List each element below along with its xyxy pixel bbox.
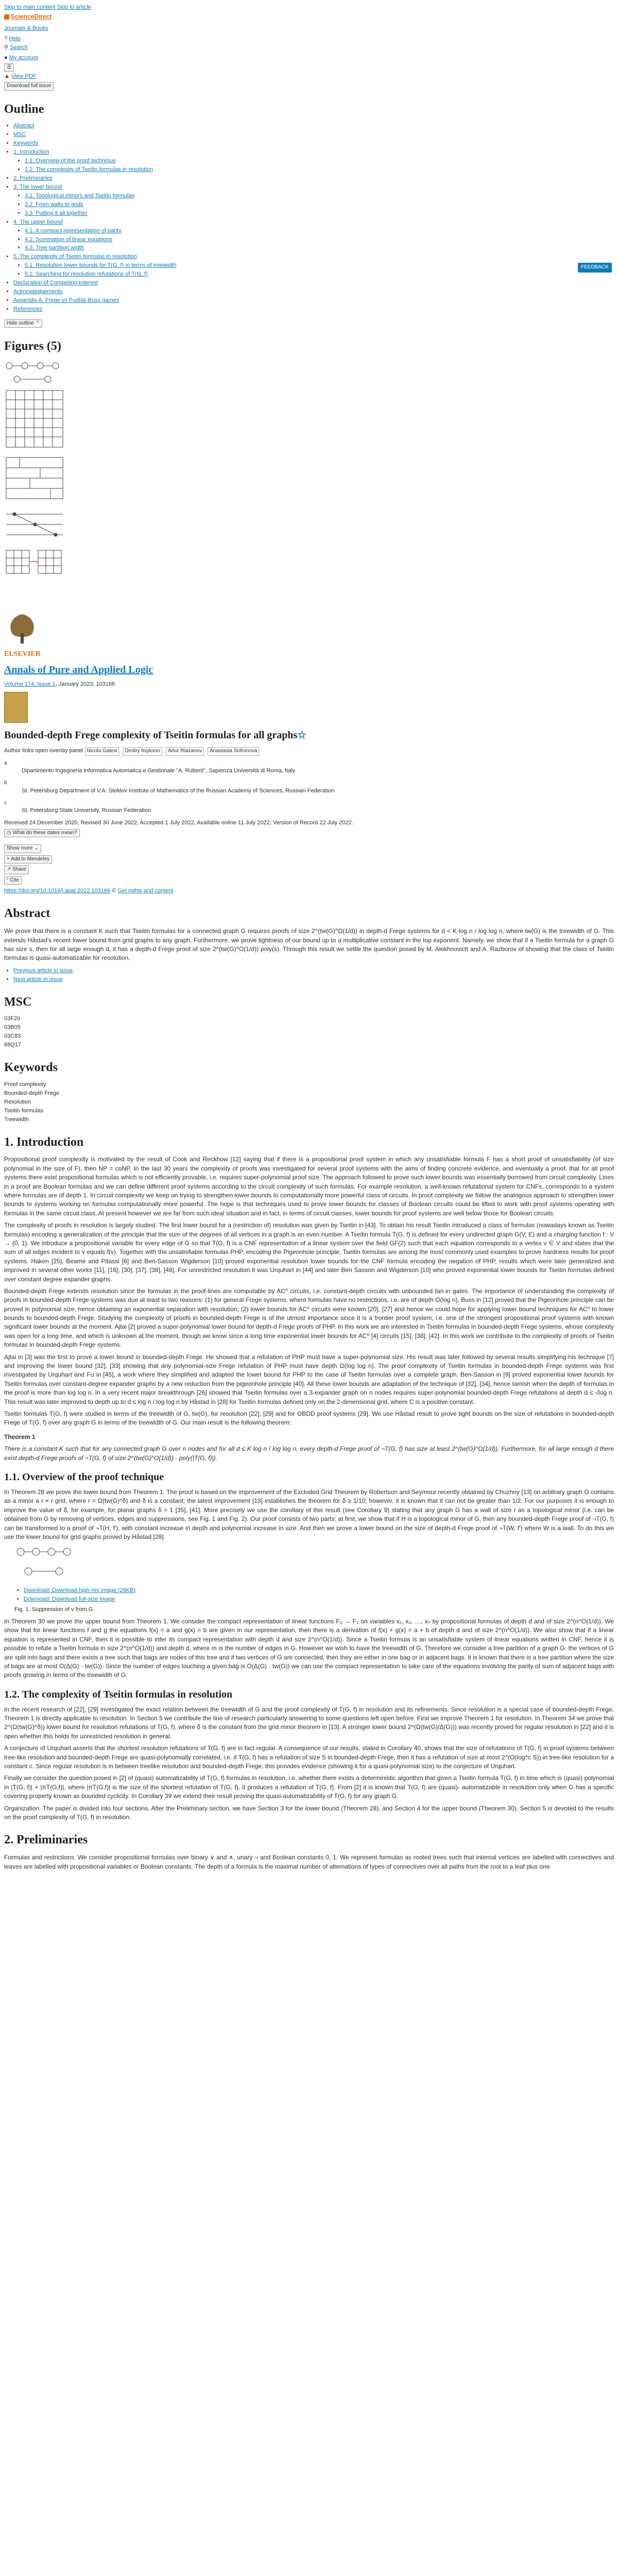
outline-item — [25, 244, 614, 252]
outline-link[interactable]: 4. The upper bound — [13, 218, 63, 225]
keyword: Bounded-depth Frege — [4, 1090, 60, 1096]
chevron-down-icon: ⌄ — [34, 845, 39, 852]
star-icon[interactable]: ☆ — [297, 730, 307, 741]
download-fullsize-link[interactable]: Download: Download full-size image — [24, 1596, 115, 1603]
outline-link[interactable]: 5.1. Resolution lower bounds for T(G, f) in terms of treewidth — [25, 262, 177, 269]
resolution-paragraph-2: A conjecture of Urquhart asserts that the shortest resolution refutations of T(G, f) are in fact regular. A consequence of our results, stated in Corollary 40, shows that the size of refutations of T(G, f) in proof systems between tree-like resolution and bounded-depth Frege are quasi-polynomially correlated, i.e. if T(G, f) has a refutation of size S in bounded-depth Frege, then it has a refutation of size at most 2^(O(log^c S)) in tree-like resolution for a constant c. Since regular resolution is in between treelike resolution and bounded-depth Frege, this provides evidence (showing it for a quasi-polynomial size) to the conjecture of Urquhart. — [4, 1744, 614, 1770]
article-title: Bounded-depth Frege complexity of Tseitin formulas for all graphs — [4, 730, 298, 741]
intro-paragraph-2: The complexity of proofs in resolution is largely studied. The first lower bound for a (restriction of) resolution was given by Tseitin in [43]. To obtain his result Tseitin introduced a class of formulas (nowadays known as Tseitin formulas) encoding a generalization of the principle that the sum of the degrees of all vertices in a graph is an even number. A Tseitin formula T(G, f) is defined for every undirected graph G(V, E) and a charging function f : V → {0, 1}. We introduce a propositional variable for every edge of G so that T(G, f) is a CNF representation of a linear system over the field GF(2) such that each equation corresponds to a vertex v ∈ V and states that the sum of all edges incident to v equals f(v). Together with the unsatisfiable formulas PHP, encoding the Pigeonhole principle, Tseitin formulas are among the most commonly used examples to prove hardness results for proof systems. Haken [25], Beame and Pitassi [6] and Ben-Sasson Wigderson [10] proved exponential resolution lower bounds for the CNF formula encoding the negation of PHP, results which were later generalized and improved in several other works [11], [16], [30], [37], [38], [48]. For unrestricted resolution it was Urquhart in [44] and later Ben Sasson and Wigderson [10] who proved exponential lower bounds for Tseitin formulas defined over constant degree expander graphs. — [4, 1222, 614, 1283]
outline-item — [13, 288, 614, 296]
author-list — [4, 747, 614, 756]
outline-item — [25, 157, 614, 165]
organization-paragraph: Organization. The paper is divided into four sections. After the Preliminary section, we have Section 3 for the lower bound (Theorem 28), and Section 4 for the upper bound (Theorem 30). Section 5 is devoted to the results on the proof complexity of T(G, f) in resolution. — [4, 1804, 614, 1821]
abstract-heading: Abstract — [4, 907, 50, 921]
outline-link[interactable]: 4.2. Summation of linear equations — [25, 236, 112, 243]
outline-list — [4, 122, 614, 314]
figure-2-thumbnail — [6, 391, 63, 447]
elsevier-tree-icon — [4, 610, 40, 646]
skip-article-link[interactable]: Skip to article — [57, 4, 91, 10]
affiliation-c — [4, 800, 614, 815]
figures-heading: Figures (5) — [4, 340, 61, 353]
theorem-1-text: There is a constant K such that for any connected graph G over n nodes and for all d ≤ K·log n / log log n, every depth-d Frege proof of ¬T(G, f) has size at least 2^(tw(G)^Ω(1/d)). Furthermore, for all large enough d there exist depth-d Frege proofs of ¬T(G, f) of size 2^(tw(G)^O(1/d)) · poly(|T(G, f)|). — [4, 1445, 614, 1462]
help-link[interactable]: Help — [9, 35, 21, 42]
affiliation-text: Dipartimento Ingegneria Informatica Automatica e Gestionale "A. Ruberti", Sapienza Università di Roma, Italy — [22, 768, 296, 774]
theorem-1-label: Theorem 1 — [4, 1433, 36, 1440]
keyword: Proof complexity — [4, 1081, 46, 1088]
upper-bound-paragraph: In Theorem 30 we prove the upper bound from Theorem 1. We consider the compact representation of linear functions F₀ → F₂ on variables x₁, x₂, …, xₙ by propositional formulas of depth d and of size 2^(n^O(1/d)). We show that for linear functions f and g the equations f(x) = a and g(x) = b are given in our representation, then there is a derivation of f(x) + g(x) = a + b of depth d and of size 2^(n^O(1/d)). We also show that if a linear equation is represented in CNF, then it is possible to infer its compact representation with depth d and size 2^(n^O(1/d)). Since a Tseitin formula is an unsatisfiable system of linear equations written in CNF, hence it is possible to refute a Tseitin formula in size 2^(n^O(1/d)) and depth d, where m is the number of edges in G. However we wish to have the treewidth of G. Therefore we consider a tree partition of a graph G: the vertices of G are split into bags and there exists a tree such that bags are nodes of this tree and if two vertices of G are connected, then they are either in one bag or in adjacent bags. It is known that there is a tree partition where the size of bags are at most O(Δ(G) · tw(G)). Since the number of edges touching a given bag is O(Δ(G) · tw(G)) we can use the compact representation to take care of the equations involving the parity of sum of adjacent bags with proofs growing in terms of the treewidth of G. — [4, 1617, 614, 1679]
overview-heading: 1.1. Overview of the proof technique — [4, 1471, 164, 1483]
outline-link[interactable]: 4.1. A compact representation of parity — [25, 227, 122, 234]
elsevier-logo[interactable] — [4, 610, 45, 659]
outline-item — [25, 270, 614, 279]
next-article-link[interactable]: Next article in issue — [13, 976, 63, 982]
msc-list — [4, 1015, 614, 1049]
outline-item — [13, 140, 614, 148]
outline-item — [13, 297, 614, 305]
msc-code: 68Q17 — [4, 1042, 22, 1048]
add-mendeley-label: Add to Mendeley — [11, 856, 50, 862]
download-highres-link[interactable]: Download: Download high-res image (28KB) — [24, 1587, 136, 1594]
msc-code: 03F20 — [4, 1015, 21, 1022]
author-itsykson[interactable]: Dmitry Itsykson — [123, 747, 162, 756]
outline-item — [13, 122, 614, 130]
brand-link[interactable]: ScienceDirect — [11, 12, 52, 20]
quote-icon: “ — [7, 877, 9, 883]
affiliation-text: St. Petersburg State University, Russian Federation — [22, 807, 151, 814]
preliminaries-heading: 2. Preliminaries — [4, 1833, 88, 1847]
abstract-text: We prove that there is a constant K such that Tseitin formulas for a connected graph G requires proofs of size 2^(tw(G)^Ω(1/d)) in depth-d Frege systems for d < K·log n / log log n, where tw(G) is the treewidth of G. This extends Håstad's recent lower bound from grid graphs to any graph. Furthermore, we prove tightness of our bound up to a multiplicative constant in the top exponent. Namely, we show that if a Tseitin formula for a graph G has size s, then for all large enough d, it has a depth-d Frege proof of size 2^(tw(G)^O(1/d)) poly(s). Through this result we settle the question posed by M. Alekhnovich and A. Razborov of showing that the class of Tseitin formulas is quasi-automatizable for resolution. — [4, 927, 614, 962]
cite-button[interactable] — [4, 876, 22, 885]
outline-item — [25, 210, 614, 218]
outline-item — [25, 227, 614, 235]
view-pdf-link[interactable]: View PDF — [11, 73, 37, 80]
download-full-issue-button[interactable]: Download full issue — [4, 82, 54, 91]
author-riazanov[interactable]: Artur Riazanov — [166, 747, 204, 756]
plus-icon: + — [7, 856, 10, 862]
outline-item — [25, 262, 614, 270]
outline-item — [13, 279, 614, 287]
journal-cover-image[interactable] — [4, 692, 28, 723]
hide-outline-button[interactable] — [4, 319, 42, 328]
figures-strip — [4, 360, 76, 605]
volume-link[interactable]: Volume 174, Issue 1 — [4, 681, 56, 688]
affiliation-mark: a — [4, 760, 7, 766]
previous-article-link[interactable]: Previous article in issue — [13, 967, 73, 974]
preliminaries-paragraph: Formulas and restrictions. We consider propositional formulas over binary ∨ and ∧, unary ¬ and Boolean constants 0, 1. We represent formulas as rooted trees such that internal vertices are labelled with connectives and leaves are labelled with propositional variables or Boolean constants. The depth of a formula is the maximal number of alternations of types of connectives over all paths from the root to a leaf plus one. — [4, 1854, 614, 1870]
msc-code: 03C83 — [4, 1033, 21, 1040]
intro-paragraph-1: Propositional proof complexity is motivated by the result of Cook and Reckhow [12] saying that if there is a propositional proof system in which any unsatisfiable formula F has a short proof of unsatisfiability (of size polynomial in the size of F), then NP = coNP. In the last 30 years the complexity of proofs was investigated for several proof systems with the aims of finding concrete evidence, and eventually a proof, that for all proof systems there exist propositional formulas which is not efficiently provable, i.e. requires super-polynomial proof size. The approach followed to prove such lower bounds was essentially borrowed from circuit complexity. Lines in a proof are Boolean formulas and we can define different proof systems according to the circuit complexity of such formulas. For example resolution, a well-known refutational system for CNFs, corresponds to a system where formulas are of depth 1. In circuit complexity we keep on trying to strengthen lower bounds to computationally more powerful class of circuits. In proof complexity we follow the analogous approach to strengthen lower bounds to systems working on formulas computationally more powerful. The hope is that techniques used to prove lower bounds for classes of Boolean circuits could be lifted to work with proof systems operating with formulas in the same circuit class. At present however we are far from such ideal situation and in fact, in terms of circuit classes, lower bounds for proof systems are well below those for Boolean circuits. — [4, 1156, 614, 1217]
affiliation-b — [4, 779, 614, 795]
hide-outline-label: Hide outline — [7, 320, 34, 326]
share-button[interactable] — [4, 866, 29, 874]
figure-1 — [14, 1546, 614, 1614]
introduction-heading: 1. Introduction — [4, 1135, 84, 1149]
outline-item — [13, 183, 614, 218]
outline-link[interactable]: Declaration of Competing Interest — [13, 280, 98, 286]
clock-icon: ◷ — [7, 829, 11, 836]
show-more-label: Show more — [7, 845, 33, 852]
affiliation-a — [4, 760, 614, 775]
article-dates: Received 24 December 2020, Revised 30 June 2022, Accepted 1 July 2022, Available online 11 July 2022, Version of Record 22 July 2022. — [4, 820, 353, 826]
my-account-link[interactable]: My account — [9, 54, 38, 61]
outline-item — [13, 175, 614, 183]
outline-item — [13, 253, 614, 279]
figure-1-caption: Fig. 1. Suppression of v from G. — [14, 1606, 95, 1613]
affiliation-mark: b — [4, 780, 7, 786]
journal-title-link[interactable]: Annals of Pure and Applied Logic — [4, 664, 153, 676]
search-icon[interactable]: ⚲ — [4, 44, 9, 50]
cite-label: Cite — [10, 877, 19, 883]
figure-3-thumbnail — [6, 457, 63, 499]
outline-item — [25, 201, 614, 209]
outline-link[interactable]: 1. Introduction — [13, 149, 49, 156]
pdf-icon: ▲ — [4, 73, 10, 80]
menu-icon[interactable]: ☰ — [4, 63, 14, 72]
keyword: Tseitin formulas — [4, 1107, 44, 1114]
copyright-icon: © — [112, 888, 116, 894]
figure-1-thumbnail — [6, 363, 59, 382]
outline-link[interactable]: 5. The complexity of Tseitin formulas in resolution — [13, 253, 137, 260]
outline-link[interactable]: Abstract — [13, 123, 35, 129]
doi-link[interactable]: https://doi.org/10.1016/j.apal.2022.103166 — [4, 888, 111, 894]
author-sofronova[interactable]: Anastasia Sofronova — [208, 747, 259, 756]
figure-4-thumbnail — [6, 513, 63, 536]
outline-item — [13, 148, 614, 174]
add-mendeley-button[interactable] — [4, 855, 52, 864]
outline-item — [13, 218, 614, 253]
author-links-label: Author links open overlay panel — [4, 748, 83, 754]
outline-item — [25, 192, 614, 200]
figure-thumbnails[interactable] — [4, 360, 71, 602]
figure-5-thumbnail — [6, 550, 61, 573]
outline-heading: Outline — [4, 102, 44, 116]
outline-item — [13, 131, 614, 139]
feedback-button[interactable]: FEEDBACK — [578, 263, 612, 273]
msc-heading: MSC — [4, 995, 32, 1009]
outline-link[interactable]: 5.2. Searching for resolution refutations of T(G, f) — [25, 271, 148, 278]
outline-link[interactable]: References — [13, 306, 43, 313]
figure-1-image[interactable] — [14, 1546, 76, 1582]
keyword: Resolution — [4, 1098, 31, 1105]
help-icon[interactable]: ? — [4, 35, 8, 42]
outline-link[interactable]: Keywords — [13, 140, 39, 147]
outline-link[interactable]: MSC — [13, 131, 26, 138]
journals-books-link[interactable]: Journals & Books — [4, 25, 48, 31]
intro-paragraph-3: Bounded-depth Frege extends resolution since the formulas in the proof-lines are computable by AC⁰ circuits, i.e. constant-depth circuits with unbounded fan-in gates. The importance of understanding the complexity of proofs in bounded-depth Frege systems was due at least to two reasons: (1) for general Frege systems, where formulas have no restrictions, i.e. are of depth O(log n), Buss in [12] proved that the Pigeonhole principle can be proved in polynomial size, hence obtaining an exponential separation with resolution; (2) lower bounds for AC⁰ circuits were known [20], [27] and hence we could hope for applying lower bound techniques for AC⁰ to lower bounds to bounded-depth Frege. Studying the complexity of proofs in bounded-depth Frege is of the utmost importance since it is a frontier proof system, i.e. one of the strongest propositional proof systems with known significant lower bounds at the moment. Ajtai [2] proved a super-polynomial lower bound for depth-d Frege proofs of PHP. In this work we are interested in Tseitin formulas in bounded-depth Frege systems, whose complexity was open for a long time, and which is unknown at the moment, though we know since a long time exponential lower bounds for AC⁰ [4] circuits [15], [38], [42]. In this work we contribute to the complexity of proofs of Tseitin formulas in bounded-depth Frege systems. — [4, 1287, 614, 1349]
share-icon: ↗ — [7, 867, 11, 873]
resolution-subsection-heading: 1.2. The complexity of Tseitin formulas in resolution — [4, 1688, 233, 1700]
rights-link[interactable]: Get rights and content — [117, 888, 174, 894]
affiliation-text: St. Petersburg Department of V.A. Steklov Institute of Mathematics of the Russian Academy of Sciences, Russian Federation — [22, 787, 335, 794]
outline-link[interactable]: 3.1. Topological minors and Tseitin formulas — [25, 192, 134, 199]
issue-date: , January 2023, 103166 — [55, 681, 115, 688]
resolution-paragraph-3: Finally we consider the question posed in [2] of (quasi) automatizability of T(G, f) formulas in resolution, i.e. whether there exists a deterministic algorithm that given a Tseitin formula T(G, f) in time which is (quasi) polynomial in |T(G, f)| + |πT(G,f)|, where |πT(G,f)| is the size of the shortest refutation of T(G, f), it produces a refutation of T(G, f). From [2] it is known that T(G, f) are (quasi)- automatizable in resolution only when G has a specific covering property known as bounded cyclicity. In Corollary 39 we extend their result proving the quasi-automatizability of T(G, f) for any graph G. — [4, 1774, 614, 1800]
outline-link[interactable]: 4.3. Tree-partition width — [25, 245, 84, 251]
intro-paragraph-4: Ajtai in [3] was the first to prove a lower bound in bounded-depth Frege. He showed that a refutation of PHP must have a super-polynomial size. His result was later followed by several results simplifying his technique [7] and improving the lower bound [32], [33] showing that any polynomial-size Frege refutation of PHP must have depth Ω(log log n). The proof complexity of Tseitin formulas in bounded-depth Frege systems was first investigated by Urquhart and Fu in [45], a work where they simplified and adapted the lower bound for PHP to the case of Tseitin formulas over a complete graph. Ben-Sasson in [9] proved exponential lower bounds for Tseitin formulas over constant-degree expander graphs by a new reduction from the pigeonhole principle [40]. All these lower bounds are adaptation of the technique of [32], [34], hence tamish when the depth of formulas in the proof is more than log log n. In a very recent major breakthrough [26] showed that Tseitin formulas over a 3-expander graph on n nodes requires super-polynomial bounded-depth Frege refutations at depth d ≤ √log n. This result was later improved to depth up to d ≤ log n / log log n by Håstad in [28] for Tseitin formulas defined only on the 2-dimensional grid, where C is a positive constant. — [4, 1353, 614, 1405]
outline-link[interactable]: 3.2. From walls to grids — [25, 201, 83, 208]
keyword: Treewidth — [4, 1116, 29, 1123]
sciencedirect-logo-icon[interactable] — [4, 14, 9, 20]
resolution-paragraph-1: In the recent research of [22], [29] investigated the exact relation between the treewidth of G and the proof complexity of T(G, f) in resolution and its refinements. Since resolution is a special case of bounded-depth Frege, Theorem 1 is directly applicable to resolution. In Section 5 we contribute the line of research particularly answering to some questions left open before. First we improve Theorem 1 for resolution. In Theorem 34 we prove that 2^(Ω(tw(G)^δ)) lower bound for resolution refutations of T(G, f), where δ is the constant from the grid minor theorem in [13]. A stronger lower bound 2^(Ω(tw(G)/Δ(G))) was recently proved for regular resolution in [22] and it is open whether this holds for unrestricted resolution in general. — [4, 1705, 614, 1740]
outline-item — [25, 236, 614, 244]
keywords-list — [4, 1081, 614, 1124]
outline-link[interactable]: 2. Preliminaries — [13, 175, 53, 181]
outline-item — [13, 306, 614, 314]
outline-link[interactable]: Acknowledgements — [13, 289, 63, 295]
outline-link[interactable]: Appendix A. Frege vs Pudlák-Buss games — [13, 297, 119, 304]
dates-info-button[interactable] — [4, 829, 80, 838]
account-icon[interactable]: ● — [4, 54, 8, 61]
share-label: Share — [12, 867, 26, 873]
show-more-button[interactable] — [4, 844, 41, 853]
skip-main-link[interactable]: Skip to main content — [4, 4, 56, 10]
author-galesi[interactable]: Nicola Galesi — [85, 747, 119, 756]
publisher-name: ELSEVIER — [4, 650, 41, 658]
search-link[interactable]: Search — [10, 44, 28, 50]
outline-link[interactable]: 1.2. The complexity of Tseitin formulas in resolution — [25, 166, 153, 173]
outline-link[interactable]: 3. The lower bound — [13, 183, 62, 190]
outline-item — [25, 166, 614, 174]
top-bar — [4, 4, 614, 91]
chevron-up-icon: ⌃ — [35, 320, 40, 326]
overview-paragraph: In Theorem 28 we prove the lower bound from Theorem 1. The proof is based on the improvement of the Excluded Grid Theorem by Robertson and Seymour recently obtained by Chuzhoy [13] on arbitrary graph G contains as a minor a r × r grid, where r = Ω(tw(G)^δ) and δ is a constant; the latest improvement [13] establishes the theorem for δ ≥ 1/10; however, it is known that it can not be greater than 1/2. For our purposes it is enough to improve the value of δ, for example, for planar graphs δ = 1 [35], [41]. More precisely we use the corollary of this result (see Corollary 9) stating that any graph G has a wall of size r as a topological minor (i.e. can be obtained from G by removing of vertices, edges and suppressions, see Fig. 1 and Fig. 2). Our proof consists of two parts: at first, we show that if H is a topological minor of G, then any bounded-depth Frege proof of ¬T(G, f) can be transformed to a proof of ¬T(H, f′), with constant increase in depth and polynomial increase in size. And then we prove a lower bound on the size of depth-d Frege proof of ¬T(W, f′) where W is a wall. To do this we use the lower bound for grid graphs proved by Håstad [28]. — [4, 1488, 614, 1540]
outline-link[interactable]: 3.3. Putting it all together — [25, 210, 88, 216]
keywords-heading: Keywords — [4, 1061, 58, 1075]
affiliation-mark: c — [4, 800, 7, 806]
msc-code: 03B05 — [4, 1024, 21, 1031]
intro-paragraph-5: Tseitin formulas T(G, f) were studied in terms of the treewidth of G, tw(G), for resolution [22], [29] and for OBDD proof systems [29]. We use Håstad result to prove tight bounds on the size of refutations in bounded-depth Frege of T(G, f) over any graph G in terms of the treewidth of G. Our main result is the following theorem: — [4, 1410, 614, 1427]
outline-link[interactable]: 1.1. Overview of the proof technique — [25, 158, 116, 164]
dates-info-label: What do these dates mean? — [12, 829, 77, 836]
